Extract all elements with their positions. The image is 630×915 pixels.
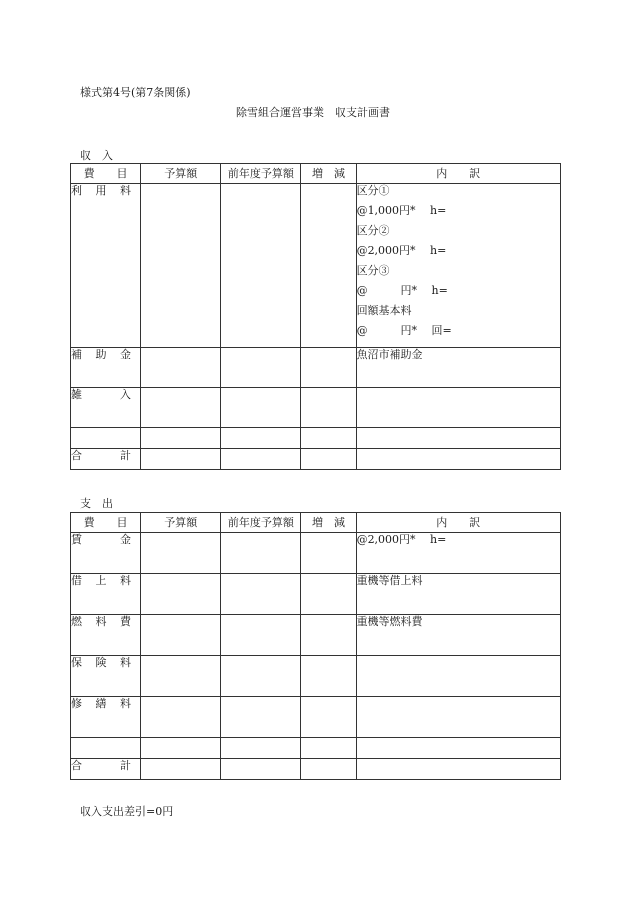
change-cell[interactable]	[301, 697, 356, 738]
detail-line: 回額基本料	[356, 304, 412, 317]
detail-line: @ 円* 回=	[356, 324, 452, 337]
item-label	[71, 449, 131, 463]
breakdown-cell[interactable]	[356, 449, 560, 470]
table-row	[71, 656, 561, 697]
income-table	[70, 163, 561, 470]
item-char: 金	[120, 533, 131, 546]
breakdown-cell[interactable]	[356, 738, 560, 759]
header-change: 増 減	[301, 513, 356, 533]
row-item-blank[interactable]	[71, 738, 141, 759]
detail-line: @ 円* h=	[356, 284, 448, 297]
budget-cell[interactable]	[141, 738, 221, 759]
item-char: 用	[95, 184, 107, 197]
change-cell[interactable]	[301, 449, 356, 470]
prev-budget-cell[interactable]	[221, 184, 301, 348]
item-label	[71, 759, 131, 773]
item-label	[71, 615, 131, 629]
row-item-rental-fee	[71, 574, 141, 615]
row-item-total	[71, 449, 141, 470]
breakdown-cell	[356, 348, 560, 388]
item-char: 補	[71, 348, 82, 361]
detail-line: 区分②	[356, 224, 390, 237]
item-label	[71, 388, 131, 402]
change-cell[interactable]	[301, 388, 356, 428]
prev-budget-cell[interactable]	[221, 388, 301, 428]
row-item-repair	[71, 697, 141, 738]
header-item: 費 目	[71, 164, 141, 184]
detail-line: 重機等燃料費	[356, 615, 423, 628]
item-char: 合	[71, 759, 82, 772]
table-row	[71, 697, 561, 738]
budget-cell[interactable]	[141, 348, 221, 388]
income-section-label: 収 入	[80, 149, 113, 162]
row-item-fuel-cost	[71, 615, 141, 656]
change-cell[interactable]	[301, 428, 356, 449]
item-char: 保	[71, 656, 82, 669]
prev-budget-cell[interactable]	[221, 697, 301, 738]
item-label	[71, 184, 131, 198]
balance-note: 収入支出差引=0円	[80, 805, 174, 818]
budget-cell[interactable]	[141, 656, 221, 697]
row-item-insurance	[71, 656, 141, 697]
table-row	[71, 738, 561, 759]
breakdown-cell[interactable]	[356, 388, 560, 428]
item-char: 修	[71, 697, 82, 710]
item-label	[71, 656, 131, 670]
budget-cell[interactable]	[141, 759, 221, 780]
budget-cell[interactable]	[141, 388, 221, 428]
detail-line: 魚沼市補助金	[356, 348, 423, 361]
item-char: 利	[71, 184, 82, 197]
row-item-blank[interactable]	[71, 428, 141, 449]
item-char: 助	[95, 348, 107, 361]
breakdown-cell[interactable]	[356, 428, 560, 449]
item-char: 金	[120, 348, 131, 361]
row-item-subsidy	[71, 348, 141, 388]
row-item-wages	[71, 533, 141, 574]
item-label	[71, 574, 131, 588]
budget-cell[interactable]	[141, 184, 221, 348]
detail-line: 区分③	[356, 264, 390, 277]
prev-budget-cell[interactable]	[221, 615, 301, 656]
item-char: 燃	[71, 615, 82, 628]
detail-line: @1,000円* h=	[356, 204, 447, 217]
row-item-usage-fee	[71, 184, 141, 348]
change-cell[interactable]	[301, 615, 356, 656]
item-char: 入	[120, 388, 131, 401]
item-char: 繕	[95, 697, 107, 710]
table-row	[71, 574, 561, 615]
expense-table	[70, 512, 561, 780]
detail-line: @2,000円* h=	[356, 244, 447, 257]
header-item: 費 目	[71, 513, 141, 533]
change-cell[interactable]	[301, 184, 356, 348]
item-char: 計	[120, 759, 131, 772]
breakdown-cell[interactable]	[356, 697, 560, 738]
prev-budget-cell[interactable]	[221, 656, 301, 697]
budget-cell[interactable]	[141, 574, 221, 615]
item-char: 借	[71, 574, 82, 587]
header-prev-budget: 前年度予算額	[221, 513, 301, 533]
total-row	[71, 449, 561, 470]
item-char: 料	[120, 184, 131, 197]
table-row	[71, 615, 561, 656]
breakdown-cell	[356, 184, 560, 348]
prev-budget-cell[interactable]	[221, 449, 301, 470]
item-char: 料	[95, 615, 107, 628]
item-char: 料	[120, 574, 131, 587]
table-row	[71, 184, 561, 348]
budget-cell[interactable]	[141, 428, 221, 449]
document-title: 除雪組合運営事業 収支計画書	[236, 106, 390, 119]
header-breakdown: 内 訳	[356, 164, 560, 184]
change-cell[interactable]	[301, 348, 356, 388]
total-row	[71, 759, 561, 780]
form-number: 様式第4号(第7条関係)	[80, 86, 191, 99]
change-cell[interactable]	[301, 738, 356, 759]
detail-line: @2,000円* h=	[356, 533, 447, 546]
prev-budget-cell[interactable]	[221, 738, 301, 759]
item-label	[71, 533, 131, 547]
header-breakdown: 内 訳	[356, 513, 560, 533]
row-item-total	[71, 759, 141, 780]
detail-line: 重機等借上料	[356, 574, 423, 587]
detail-line: 区分①	[356, 184, 390, 197]
item-char: 雑	[71, 388, 82, 401]
item-char: 料	[120, 697, 131, 710]
prev-budget-cell[interactable]	[221, 759, 301, 780]
change-cell[interactable]	[301, 533, 356, 574]
item-char: 上	[95, 574, 107, 587]
change-cell[interactable]	[301, 759, 356, 780]
breakdown-cell	[356, 615, 560, 656]
breakdown-cell	[356, 533, 560, 574]
item-char: 賃	[71, 533, 82, 546]
table-row	[71, 348, 561, 388]
prev-budget-cell[interactable]	[221, 428, 301, 449]
header-budget: 予算額	[141, 164, 221, 184]
table-row	[71, 533, 561, 574]
budget-cell[interactable]	[141, 449, 221, 470]
prev-budget-cell[interactable]	[221, 348, 301, 388]
prev-budget-cell[interactable]	[221, 574, 301, 615]
item-char: 計	[120, 449, 131, 462]
header-prev-budget: 前年度予算額	[221, 164, 301, 184]
item-label	[71, 697, 131, 711]
item-char: 合	[71, 449, 82, 462]
budget-cell[interactable]	[141, 533, 221, 574]
header-change: 増 減	[301, 164, 356, 184]
prev-budget-cell[interactable]	[221, 533, 301, 574]
item-char: 費	[120, 615, 131, 628]
breakdown-cell	[356, 574, 560, 615]
change-cell[interactable]	[301, 574, 356, 615]
budget-cell[interactable]	[141, 697, 221, 738]
breakdown-cell[interactable]	[356, 656, 560, 697]
breakdown-cell[interactable]	[356, 759, 560, 780]
item-char: 険	[95, 656, 107, 669]
row-item-misc-income	[71, 388, 141, 428]
table-row	[71, 428, 561, 449]
item-char: 料	[120, 656, 131, 669]
header-budget: 予算額	[141, 513, 221, 533]
table-row	[71, 388, 561, 428]
expense-header-row	[71, 513, 561, 533]
expense-section-label: 支 出	[80, 497, 113, 510]
income-header-row	[71, 164, 561, 184]
change-cell[interactable]	[301, 656, 356, 697]
item-label	[71, 348, 131, 362]
budget-cell[interactable]	[141, 615, 221, 656]
